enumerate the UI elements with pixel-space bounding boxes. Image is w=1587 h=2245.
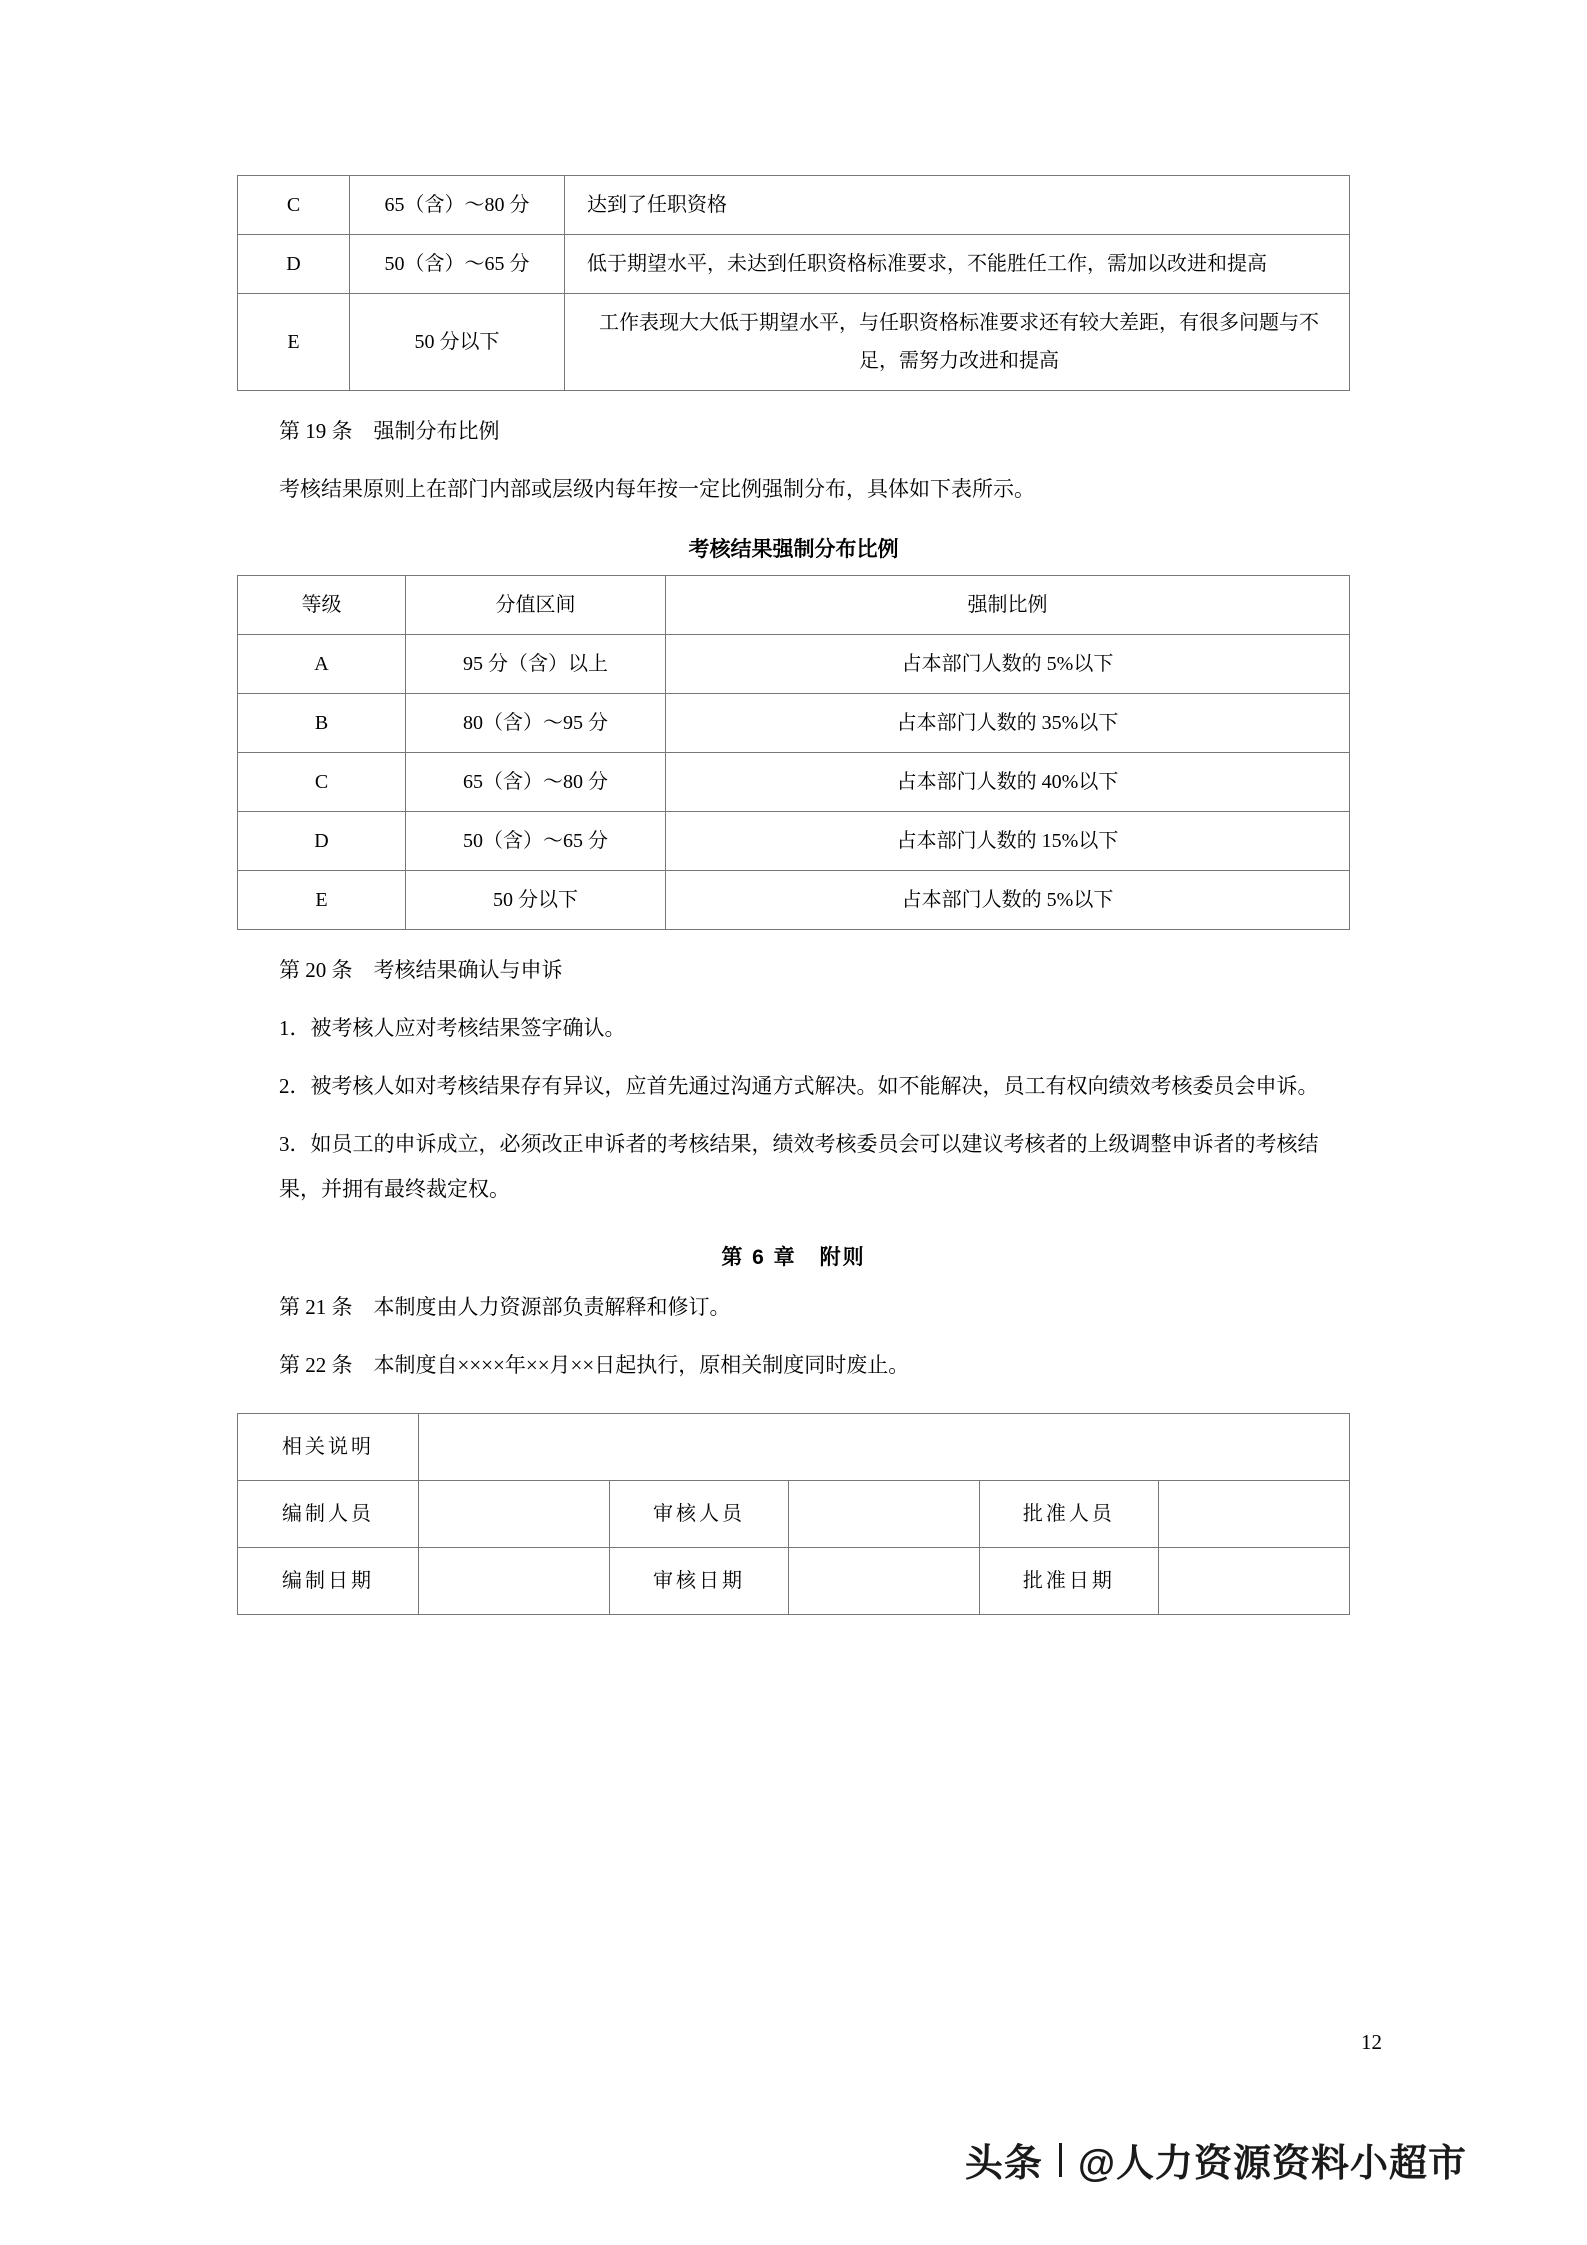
approved-by-value[interactable] <box>1158 1480 1349 1547</box>
article-19-title: 第 19 条 强制分布比例 <box>279 419 500 443</box>
score-range-cell: 50（含）～65 分 <box>350 235 565 294</box>
article-20-title: 第 20 条 考核结果确认与申诉 <box>279 958 563 983</box>
article-21: 第 21 条 本制度由人力资源部负责解释和修订。 <box>279 1294 731 1319</box>
ratio-cell: 占本部门人数的 5%以下 <box>666 635 1350 694</box>
reviewed-date-value[interactable] <box>788 1547 979 1614</box>
reviewed-date-label: 审核日期 <box>609 1547 788 1614</box>
article-20-item-2: 2．被考核人如对考核结果存有异议，应首先通过沟通方式解决。如不能解决，员工有权向绩效考核委员会申诉。 <box>279 1074 1319 1099</box>
table-row <box>238 1547 1350 1614</box>
col-header-range: 分值区间 <box>406 576 666 635</box>
table-row <box>238 635 1350 694</box>
ratio-cell: 占本部门人数的 5%以下 <box>666 871 1350 930</box>
table-row <box>238 812 1350 871</box>
approved-by-label: 批准人员 <box>979 1480 1158 1547</box>
brand-handle: @人力资源资料小超市 <box>1077 2143 1467 2185</box>
article-20-item-1: 1．被考核人应对考核结果签字确认。 <box>279 1016 626 1041</box>
prepared-by-value[interactable] <box>418 1480 609 1547</box>
score-range-cell: 65（含）～80 分 <box>350 176 565 235</box>
grade-cell: A <box>238 635 406 694</box>
prepared-by-label: 编制人员 <box>238 1480 419 1547</box>
table-row <box>238 694 1350 753</box>
page-content <box>237 175 1350 1615</box>
grade-cell: B <box>238 694 406 753</box>
score-range-cell: 50（含）～65 分 <box>406 812 666 871</box>
table-row <box>238 753 1350 812</box>
table-row <box>238 294 1350 391</box>
article-19-body: 考核结果原则上在部门内部或层级内每年按一定比例强制分布，具体如下表所示。 <box>279 477 1035 502</box>
table-row <box>238 176 1350 235</box>
ratio-cell: 占本部门人数的 15%以下 <box>666 812 1350 871</box>
prepared-date-value[interactable] <box>418 1547 609 1614</box>
remark-value[interactable] <box>418 1413 1349 1480</box>
table-row <box>238 871 1350 930</box>
logo-text: 头条 <box>964 2143 1043 2185</box>
grade-cell: D <box>238 812 406 871</box>
grade-desc-cell: 工作表现大大低于期望水平，与任职资格标准要求还有较大差距，有很多问题与不足，需努力改进和提高 <box>565 294 1350 391</box>
footer-brand <box>965 2132 1467 2187</box>
table-row <box>238 1480 1350 1547</box>
col-header-ratio: 强制比例 <box>666 576 1350 635</box>
grade-cell: C <box>238 176 350 235</box>
ratio-cell: 占本部门人数的 40%以下 <box>666 753 1350 812</box>
score-range-cell: 80（含）～95 分 <box>406 694 666 753</box>
grade-cell: E <box>238 871 406 930</box>
score-range-cell: 50 分以下 <box>350 294 565 391</box>
prepared-date-label: 编制日期 <box>238 1547 419 1614</box>
toutiao-logo-icon <box>965 2132 1043 2187</box>
score-range-cell: 65（含）～80 分 <box>406 753 666 812</box>
table-row <box>238 235 1350 294</box>
page-number: 12 <box>1361 2030 1382 2054</box>
grade-cell: C <box>238 753 406 812</box>
table-row <box>238 1413 1350 1480</box>
article-20-item-3: 3．如员工的申诉成立，必须改正申诉者的考核结果，绩效考核委员会可以建议考核者的上级调整申诉者的考核结果，并拥有最终裁定权。 <box>279 1132 1319 1201</box>
reviewed-by-value[interactable] <box>788 1480 979 1547</box>
approved-date-label: 批准日期 <box>979 1547 1158 1614</box>
ratio-cell: 占本部门人数的 35%以下 <box>666 694 1350 753</box>
remark-label: 相关说明 <box>238 1413 419 1480</box>
divider <box>1059 2143 1062 2177</box>
signature-table <box>237 1413 1350 1615</box>
grade-desc-cell: 低于期望水平，未达到任职资格标准要求，不能胜任工作，需加以改进和提高 <box>565 235 1350 294</box>
grade-description-table <box>237 175 1350 391</box>
distribution-table-caption: 考核结果强制分布比例 <box>688 538 899 562</box>
chapter-6-title: 第 6 章 附则 <box>721 1245 866 1269</box>
score-range-cell: 50 分以下 <box>406 871 666 930</box>
grade-cell: E <box>238 294 350 391</box>
approved-date-value[interactable] <box>1158 1547 1349 1614</box>
forced-distribution-table <box>237 575 1350 930</box>
grade-desc-cell: 达到了任职资格 <box>565 176 1350 235</box>
col-header-grade: 等级 <box>238 576 406 635</box>
grade-cell: D <box>238 235 350 294</box>
article-22: 第 22 条 本制度自××××年××月××日起执行，原相关制度同时废止。 <box>279 1352 910 1377</box>
score-range-cell: 95 分（含）以上 <box>406 635 666 694</box>
table-header-row <box>238 576 1350 635</box>
reviewed-by-label: 审核人员 <box>609 1480 788 1547</box>
